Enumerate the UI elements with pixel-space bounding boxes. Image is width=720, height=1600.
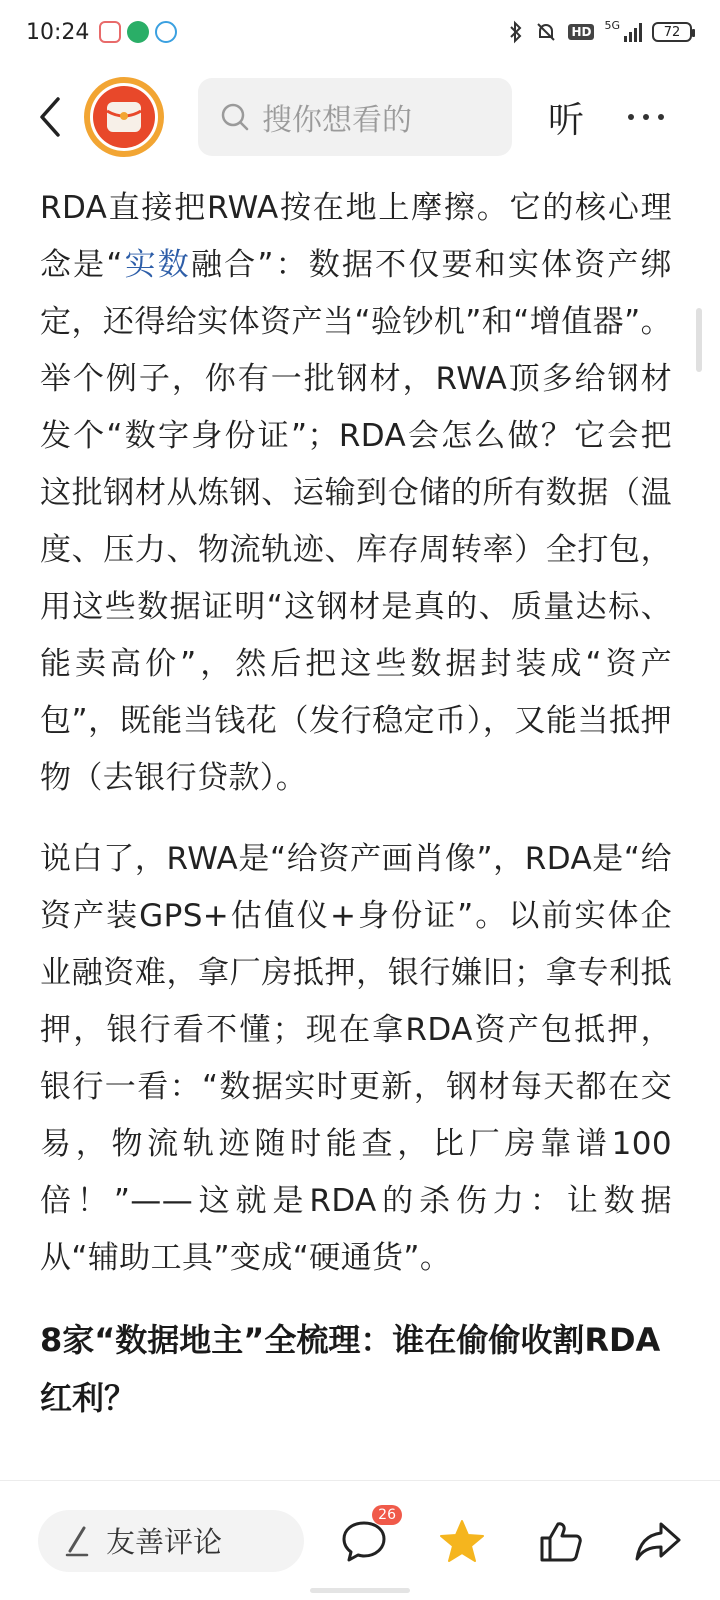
status-time: 10:24 <box>26 19 90 45</box>
search-input[interactable] <box>198 78 512 156</box>
search-icon <box>220 102 250 132</box>
thumbs-up-icon <box>536 1518 584 1564</box>
comment-input[interactable] <box>38 1510 304 1572</box>
scrollbar[interactable] <box>696 308 702 372</box>
signal-icon <box>624 22 642 42</box>
section-heading: 8家“数据地主”全梳理：谁在偷偷收割RDA红利？ <box>40 1321 661 1417</box>
paragraph-text: 融合”：数据不仅要和实体资产绑定，还得给实体资产当“验钞机”和“增值器”。举个例子，你有一批钢材，RWA顶多给钢材发个“数字身份证”；RDA会怎么做？它会把这批钢材从炼钢、运输到仓储的所有数据（温度、压力、物流轨迹、库存周转率）全打包，用这些数据证明“这钢材是真的、质量达标、能卖高价”，然后把这些数据封装成“资产包”，既能当钱花（发行稳定币），又能当抵押物（去银行贷款）。 <box>40 247 672 796</box>
notification-icons <box>99 21 177 43</box>
calendar-icon <box>99 21 121 43</box>
battery-icon <box>652 22 692 42</box>
more-options-button[interactable] <box>628 114 664 120</box>
article-paragraph <box>40 180 672 807</box>
share-button[interactable] <box>630 1513 686 1569</box>
listen-button[interactable]: 听 <box>548 99 585 141</box>
dot <box>643 114 649 120</box>
keyword-link[interactable]: 实数 <box>122 247 191 283</box>
star-icon <box>438 1518 486 1564</box>
pen-icon <box>64 1525 90 1557</box>
wechat-icon <box>127 21 149 43</box>
search-placeholder: 搜你想看的 <box>262 103 412 138</box>
dot <box>628 114 634 120</box>
home-indicator[interactable] <box>310 1588 410 1593</box>
share-arrow-icon <box>633 1518 683 1564</box>
article-paragraph: 说白了，RWA是“给资产画肖像”，RDA是“给资产装GPS+估值仪+身份证”。以前实体企业融资难，拿厂房抵押，银行嫌旧；拿专利抵押，银行看不懂；现在拿RDA资产包抵押，银行一看：“数据实时更新，钢材每天都在交易，物流轨迹随时能查，比厂房靠谱100倍！”——这就是RDA的杀伤力：让数据从“辅助工具”变成“硬通货”。 <box>40 841 672 1276</box>
app-icon <box>155 21 177 43</box>
dot <box>658 114 664 120</box>
bottom-action-bar <box>0 1480 720 1600</box>
article-body <box>40 180 672 1427</box>
top-nav <box>0 72 720 162</box>
favorite-button[interactable] <box>434 1513 490 1569</box>
status-indicators <box>508 20 692 44</box>
author-avatar[interactable] <box>84 77 164 157</box>
comment-placeholder: 友善评论 <box>106 1525 223 1559</box>
like-button[interactable] <box>532 1513 588 1569</box>
status-bar <box>0 0 720 64</box>
bluetooth-icon <box>508 20 524 44</box>
network-label: 5G <box>604 19 620 32</box>
comment-count-badge: 26 <box>372 1505 402 1525</box>
back-button[interactable] <box>30 97 70 137</box>
comments-button[interactable] <box>336 1506 396 1569</box>
hd-badge: HD <box>568 24 594 40</box>
back-arrow-icon <box>36 95 64 139</box>
paragraph-text: RDA直接把RWA按在地上摩擦。它的核心理念是“ <box>40 190 672 283</box>
mute-icon <box>534 20 558 44</box>
battery-level: 72 <box>663 24 681 40</box>
red-envelope-icon <box>93 86 155 148</box>
